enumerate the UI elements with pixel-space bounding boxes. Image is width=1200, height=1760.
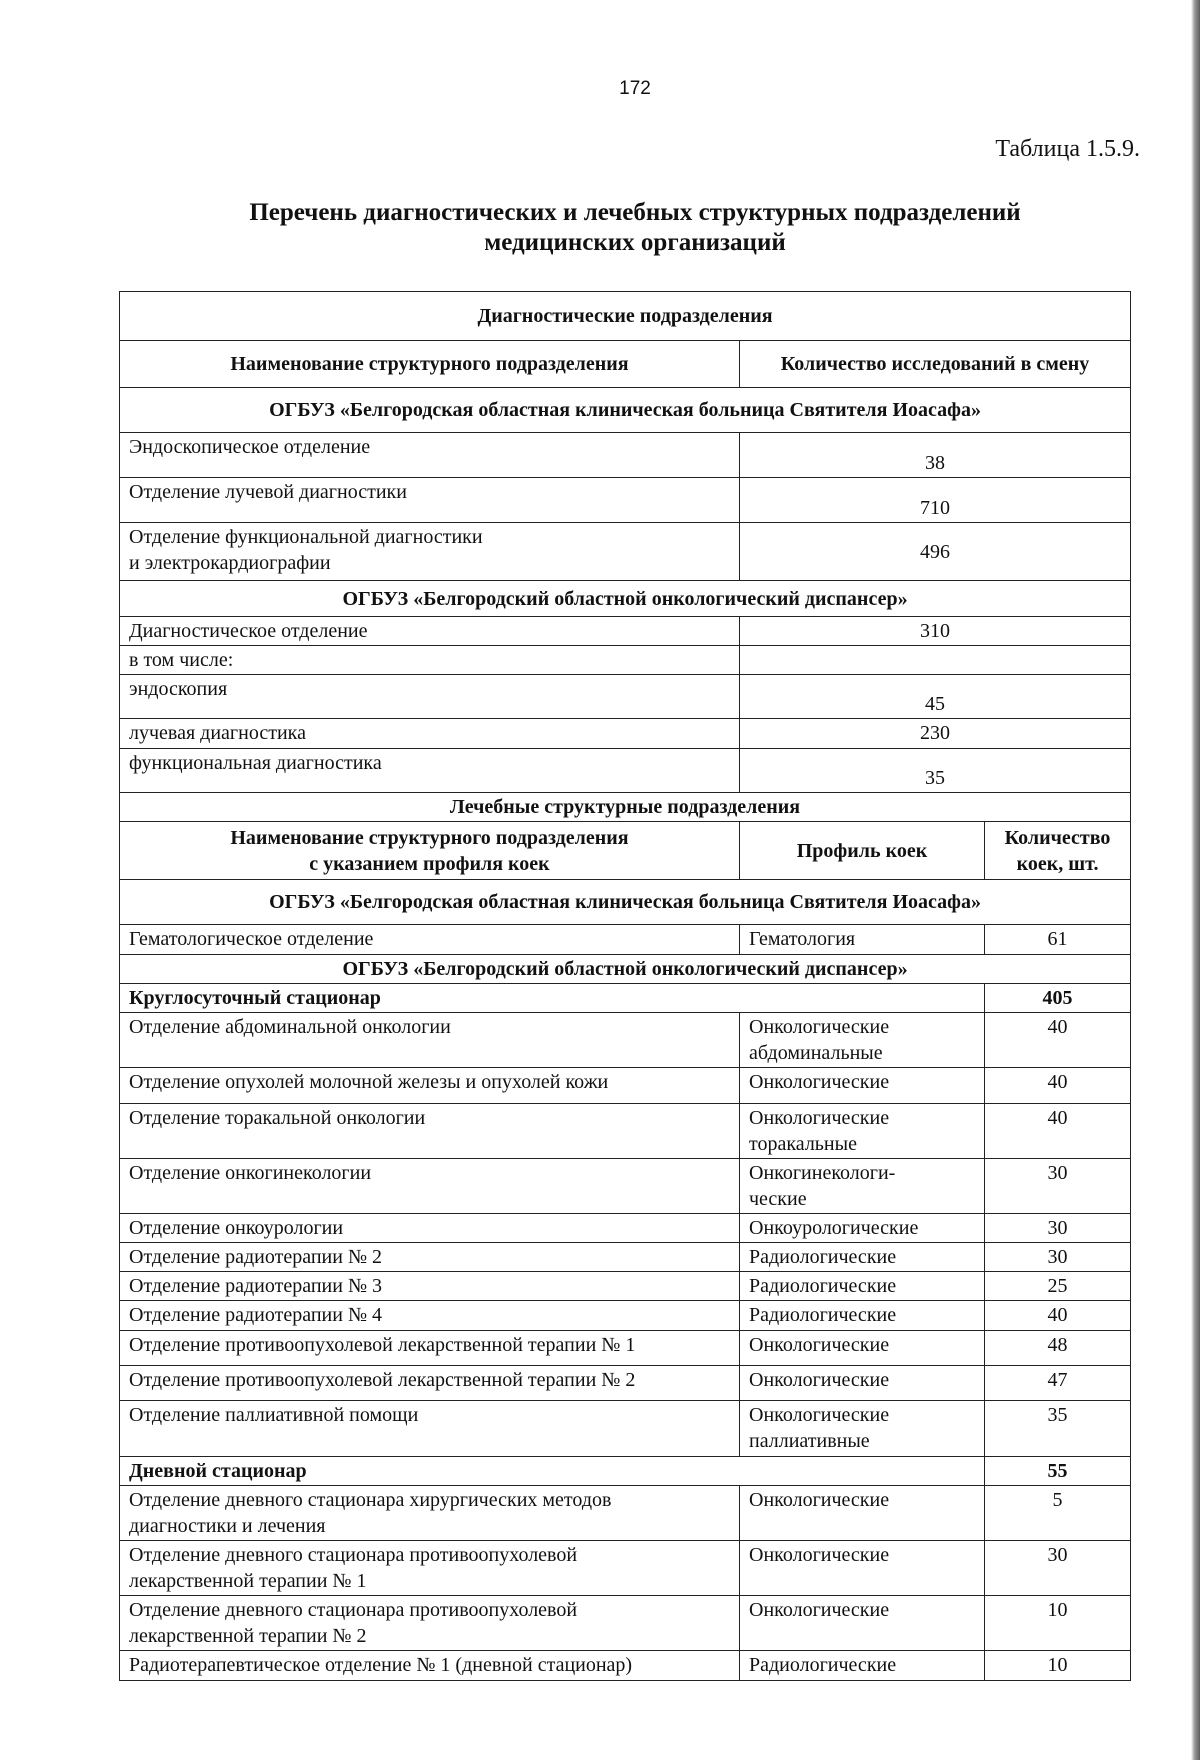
table-row — [120, 646, 1131, 675]
row-name: Отделение абдоминальной онкологии — [120, 1013, 740, 1068]
diag-col-name: Наименование структурного подразделения — [120, 341, 740, 388]
diag-org2-row — [120, 581, 1131, 617]
row-name: Отделение лучевой диагностики — [120, 478, 740, 523]
row-profile: Онкоурологические — [740, 1214, 985, 1243]
row-beds: 40 — [985, 1013, 1131, 1068]
row-beds: 35 — [985, 1401, 1131, 1457]
row-beds: 25 — [985, 1272, 1131, 1301]
row-name: Отделение опухолей молочной железы и опухолей кожи — [120, 1068, 740, 1104]
diag-col-count: Количество исследований в смену — [740, 341, 1131, 388]
row-value: 45 — [740, 675, 1131, 719]
diag-org2-title: ОГБУЗ «Белгородский областной онкологический диспансер» — [120, 581, 1131, 617]
table-row — [120, 1596, 1131, 1651]
row-value: 38 — [740, 433, 1131, 478]
row-profile-line-2: паллиативные — [749, 1430, 870, 1452]
treat-col-profile: Профиль коек — [740, 822, 985, 880]
row-name: Отделение противоопухолевой лекарственной терапии № 2 — [120, 1366, 740, 1401]
day-stationary-row — [120, 1457, 1131, 1486]
row-name-line-2: лекарственной терапии № 1 — [129, 1570, 367, 1592]
row-profile-line-1: Онкологические — [749, 1404, 890, 1426]
diag-section-title: Диагностические подразделения — [120, 292, 1131, 341]
row-name-line-1: Отделение дневного стационара хирургических методов — [129, 1489, 612, 1511]
table-row — [120, 1013, 1131, 1068]
row-profile — [740, 1104, 985, 1159]
table-row — [120, 478, 1131, 523]
treat-col-name-line-2: с указанием профиля коек — [309, 852, 550, 875]
page-edge-shadow — [1191, 0, 1200, 1760]
treat-org2-row — [120, 955, 1131, 984]
diag-org1-title: ОГБУЗ «Белгородская областная клиническая больница Святителя Иоасафа» — [120, 388, 1131, 433]
row-beds: 30 — [985, 1214, 1131, 1243]
round-clock-label: Круглосуточный стационар — [120, 984, 985, 1013]
row-name: Отделение радиотерапии № 3 — [120, 1272, 740, 1301]
row-value: 230 — [740, 719, 1131, 749]
row-beds: 30 — [985, 1541, 1131, 1596]
treat-org1-title: ОГБУЗ «Белгородская областная клиническая больница Святителя Иоасафа» — [120, 880, 1131, 925]
table-row — [120, 675, 1131, 719]
table-row — [120, 1104, 1131, 1159]
row-beds: 61 — [985, 925, 1131, 955]
row-name: Отделение онкоурологии — [120, 1214, 740, 1243]
structure-table — [119, 291, 1131, 1681]
table-row — [120, 1301, 1131, 1331]
row-name — [120, 1596, 740, 1651]
row-profile — [740, 1159, 985, 1214]
row-profile-line-2: абдоминальные — [749, 1042, 883, 1064]
row-profile: Радиологические — [740, 1301, 985, 1331]
row-beds: 10 — [985, 1651, 1131, 1681]
table-row — [120, 1159, 1131, 1214]
row-value: 35 — [740, 749, 1131, 793]
row-name-line-1: Отделение дневного стационара противоопухолевой — [129, 1544, 578, 1566]
day-stationary-total: 55 — [985, 1457, 1131, 1486]
treat-header-row — [120, 822, 1131, 880]
table-row — [120, 925, 1131, 955]
row-beds: 30 — [985, 1243, 1131, 1272]
table-row — [120, 1541, 1131, 1596]
row-profile: Радиологические — [740, 1243, 985, 1272]
diag-org1-row — [120, 388, 1131, 433]
table-row — [120, 1486, 1131, 1541]
diag-section-row — [120, 292, 1131, 341]
treat-col-name-line-1: Наименование структурного подразделения — [230, 826, 629, 849]
row-value: 310 — [740, 617, 1131, 646]
round-clock-total: 405 — [985, 984, 1131, 1013]
row-beds: 40 — [985, 1301, 1131, 1331]
treat-org1-row — [120, 880, 1131, 925]
treat-col-beds-line-1: Количество — [1004, 826, 1111, 849]
treat-col-beds-line-2: коек, шт. — [1016, 852, 1099, 875]
row-name: Отделение радиотерапии № 4 — [120, 1301, 740, 1331]
row-beds: 10 — [985, 1596, 1131, 1651]
table-row — [120, 523, 1131, 581]
table-row — [120, 1366, 1131, 1401]
row-name: Радиотерапевтическое отделение № 1 (дневной стационар) — [120, 1651, 740, 1681]
page-number: 172 — [619, 78, 651, 99]
row-name-line-1: Отделение дневного стационара противоопухолевой — [129, 1599, 578, 1621]
row-profile: Радиологические — [740, 1272, 985, 1301]
row-profile: Онкологические — [740, 1541, 985, 1596]
title-line-2: медицинских организаций — [484, 229, 786, 256]
row-profile: Онкологические — [740, 1068, 985, 1104]
treat-org2-title: ОГБУЗ «Белгородский областной онкологический диспансер» — [120, 955, 1131, 984]
row-value: 496 — [740, 523, 1131, 581]
row-beds: 5 — [985, 1486, 1131, 1541]
row-profile — [740, 1401, 985, 1457]
row-name — [120, 523, 740, 581]
document-title — [120, 198, 1150, 258]
row-profile: Онкологические — [740, 1596, 985, 1651]
day-stationary-label: Дневной стационар — [120, 1457, 985, 1486]
table-caption: Таблица 1.5.9. — [995, 136, 1140, 162]
table-row — [120, 1214, 1131, 1243]
row-name: Отделение противоопухолевой лекарственной терапии № 1 — [120, 1331, 740, 1366]
row-name: Отделение онкогинекологии — [120, 1159, 740, 1214]
treat-col-name — [120, 822, 740, 880]
row-name: Отделение торакальной онкологии — [120, 1104, 740, 1159]
row-beds: 47 — [985, 1366, 1131, 1401]
round-clock-row — [120, 984, 1131, 1013]
row-profile: Радиологические — [740, 1651, 985, 1681]
table-row — [120, 1401, 1131, 1457]
treat-section-title: Лечебные структурные подразделения — [120, 793, 1131, 822]
row-profile-line-2: ческие — [749, 1188, 807, 1210]
diag-header-row — [120, 341, 1131, 388]
row-profile-line-1: Онкогинекологи- — [749, 1162, 896, 1184]
row-name: функциональная диагностика — [120, 749, 740, 793]
table-row — [120, 719, 1131, 749]
row-beds: 40 — [985, 1104, 1131, 1159]
row-profile: Гематология — [740, 925, 985, 955]
table-row — [120, 1331, 1131, 1366]
row-name: Отделение радиотерапии № 2 — [120, 1243, 740, 1272]
row-name-line-1: Отделение функциональной диагностики — [129, 526, 483, 548]
row-name-line-2: и электрокардиографии — [129, 552, 331, 574]
row-profile: Онкологические — [740, 1331, 985, 1366]
row-name: лучевая диагностика — [120, 719, 740, 749]
row-beds: 48 — [985, 1331, 1131, 1366]
table-row — [120, 1243, 1131, 1272]
table-row — [120, 1272, 1131, 1301]
row-name: Эндоскопическое отделение — [120, 433, 740, 478]
row-name: Отделение паллиативной помощи — [120, 1401, 740, 1457]
table-row — [120, 749, 1131, 793]
table-row — [120, 1068, 1131, 1104]
row-name: эндоскопия — [120, 675, 740, 719]
row-profile-line-1: Онкологические — [749, 1107, 890, 1129]
table-row — [120, 1651, 1131, 1681]
row-profile-line-1: Онкологические — [749, 1016, 890, 1038]
treat-col-beds — [985, 822, 1131, 880]
row-beds: 40 — [985, 1068, 1131, 1104]
row-value: 710 — [740, 478, 1131, 523]
row-value — [740, 646, 1131, 675]
treat-section-row — [120, 793, 1131, 822]
row-name: в том числе: — [120, 646, 740, 675]
structure-table-wrapper — [119, 291, 1130, 1681]
row-name — [120, 1541, 740, 1596]
table-row — [120, 433, 1131, 478]
row-name: Гематологическое отделение — [120, 925, 740, 955]
row-name-line-2: лекарственной терапии № 2 — [129, 1625, 367, 1647]
row-name: Диагностическое отделение — [120, 617, 740, 646]
row-profile: Онкологические — [740, 1486, 985, 1541]
row-profile: Онкологические — [740, 1366, 985, 1401]
row-name-line-2: диагностики и лечения — [129, 1515, 326, 1537]
title-line-1: Перечень диагностических и лечебных структурных подразделений — [249, 199, 1021, 226]
row-beds: 30 — [985, 1159, 1131, 1214]
row-name — [120, 1486, 740, 1541]
row-profile-line-2: торакальные — [749, 1133, 857, 1155]
row-profile — [740, 1013, 985, 1068]
table-row — [120, 617, 1131, 646]
